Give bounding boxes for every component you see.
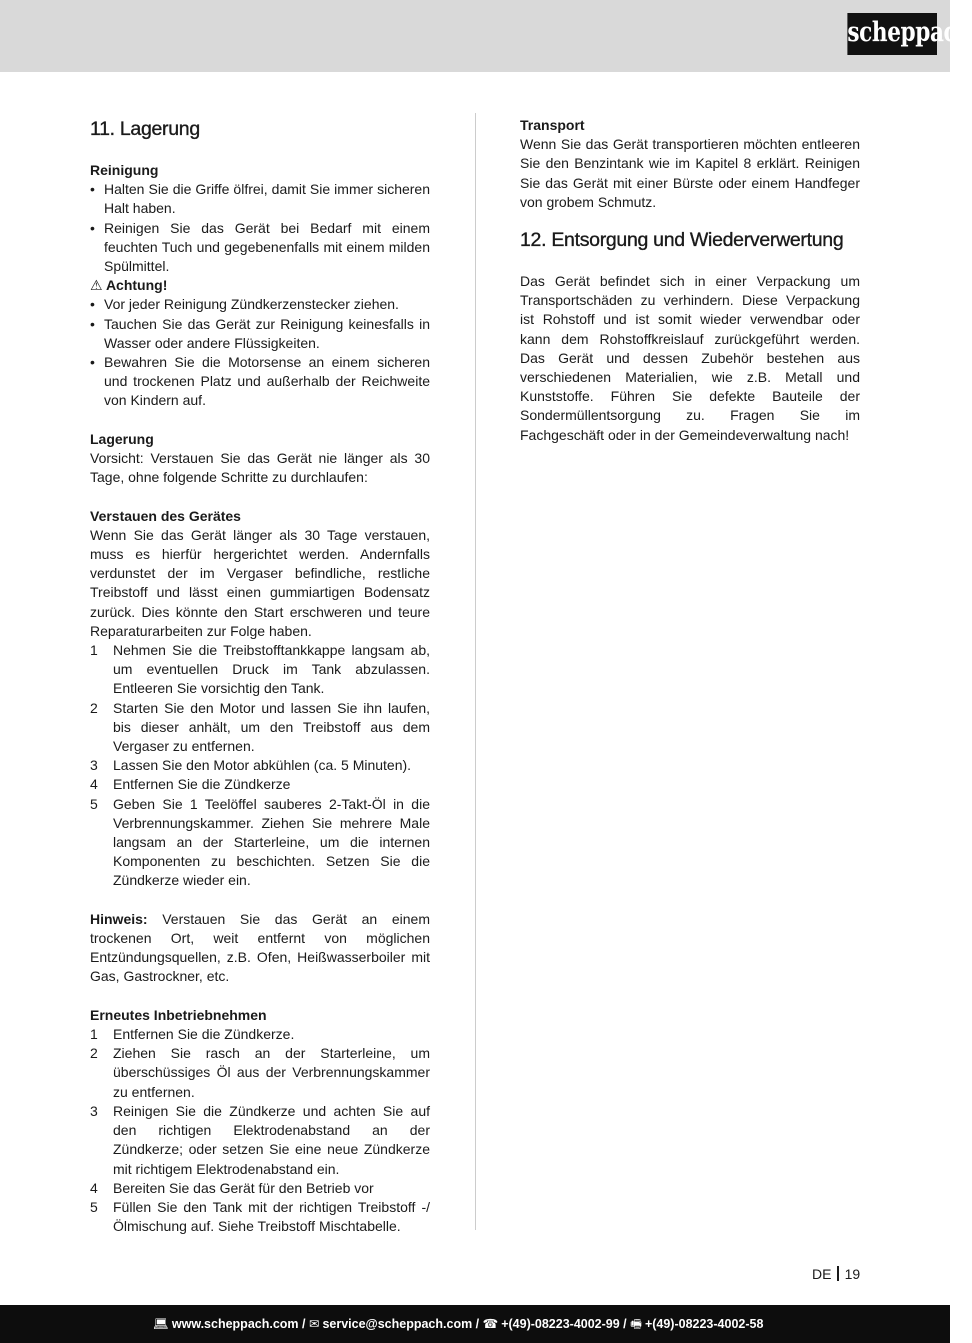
fax-icon: 🖷︎ [630, 1317, 642, 1331]
verstauen-text: Wenn Sie das Gerät länger als 30 Tage verstauen, muss es hierfür hergerichtet werden. Andernfalls verdunstet der im Vergaser befindliche, restliche Treibstoff und lässt einen gummiartigen Bodensatz zurück. Dies könnte den Start erschweren und teure Reparaturarbeiten zur Folge haben. [90, 526, 430, 639]
erneutes-heading: Erneutes Inbetriebnehmen [90, 1006, 267, 1023]
footer-phone: +(49)-08223-4002-99 [501, 1317, 620, 1331]
list-item: • Reinigen Sie das Gerät bei Bedarf mit einem feuchten Tuch und gegebenenfalls mit einem milden Spülmittel. [90, 219, 430, 277]
entsorgung-text: Das Gerät befindet sich in einer Verpackung um Transportschäden zu verhindern. Diese Verpackung ist Rohstoff und ist somit wieder verwendbar oder kann dem Rohstoffkreislauf zurückgeführt werden. Das Gerät und dessen Zubehör bestehen aus verschiedenen Materialien, wie z.B. Metall und Kunststoffe. Führen Sie defekte Bauteile der Sondermüllentsorgung zu. Fragen Sie im Fachgeschäft oder in der Gemeindeverwaltung nach! [520, 273, 860, 443]
header-band [0, 0, 950, 72]
warning-icon: ⚠ [90, 277, 103, 294]
transport-heading: Transport [520, 117, 585, 133]
mail-icon: ✉︎ [308, 1317, 320, 1331]
list-item: 1 Entfernen Sie die Zündkerze. [90, 1026, 295, 1043]
section-11-title: 11. Lagerung [90, 118, 200, 140]
list-item: 2 Starten Sie den Motor und lassen Sie ihn laufen, bis dieser anhält, um den Treibstoff aus dem Vergaser zu entfernen. [90, 699, 430, 755]
list-item: 4 Bereiten Sie das Gerät für den Betrieb vor [90, 1179, 374, 1196]
section-12-title: 12. Entsorgung und Wiederverwertung [520, 229, 844, 252]
verstauen-heading: Verstauen des Gerätes [90, 507, 241, 524]
scheppach-logo: scheppach [847, 13, 937, 55]
reinigung-heading: Reinigung [90, 162, 159, 178]
footer-mail[interactable]: service@scheppach.com [322, 1317, 473, 1331]
footer-bar: 💻︎ www.scheppach.com / ✉︎ service@scheppach.com / ☎ +(49)-08223-4002-99 / 🖷︎ +(49)-08223-4002-58 [0, 1305, 950, 1343]
list-item: • Halten Sie die Griffe ölfrei, damit Sie immer sicheren Halt haben. [90, 180, 430, 218]
right-column [520, 116, 860, 445]
list-item: 4 Entfernen Sie die Zündkerze [90, 776, 291, 793]
list-item: 2 Ziehen Sie rasch an der Starterleine, um überschüssiges Öl aus der Verbrennungskammer zu entfernen. [90, 1045, 430, 1100]
phone-icon: ☎ [482, 1317, 499, 1331]
list-item: 5 Füllen Sie den Tank mit der richtigen Treibstoff -/ Ölmischung auf. Siehe Treibstoff Mischtabelle. [90, 1198, 430, 1235]
erneutes-steps [90, 1025, 430, 1236]
list-item: 3 Lassen Sie den Motor abkühlen (ca. 5 Minuten). [90, 757, 412, 774]
computer-icon: 💻︎ [153, 1317, 169, 1331]
footer-web[interactable]: www.scheppach.com [171, 1317, 299, 1331]
page-number: DE 19 [812, 1266, 861, 1282]
lagerung-text: Vorsicht: Verstauen Sie das Gerät nie länger als 30 Tage, ohne folgende Schritte zu durchlaufen: [90, 450, 430, 486]
warning-label: Achtung! [105, 277, 168, 294]
transport-text: Wenn Sie das Gerät transportieren möchten entleeren Sie den Benzintank wie im Kapitel 8 erklärt. Reinigen Sie das Gerät mit einer Bürste oder einem Handfeger von grobem Schmutz. [520, 136, 860, 210]
list-item: 5 Geben Sie 1 Teelöffel sauberes 2-Takt-Öl in die Verbrennungskammer. Ziehen Sie mehrere Male langsam an der Starterleine, um die internen Komponenten zu beschichten. Setzen Sie die Zündkerze wieder ein. [90, 795, 430, 889]
warning-list [90, 295, 430, 410]
verstauen-steps [90, 641, 430, 891]
list-item: • Bewahren Sie die Motorsense an einem sicheren und trockenen Platz und außerhalb der Reichweite von Kindern auf. [90, 353, 430, 411]
reinigung-list [90, 180, 430, 276]
list-item: • Vor jeder Reinigung Zündkerzenstecker ziehen. [90, 295, 430, 314]
list-item: 3 Reinigen Sie die Zündkerze und achten Sie auf den richtigen Elektrodenabstand an der Zündkerze; oder setzen Sie eine neue Zündkerze mit richtigem Elektrodenabstand ein. [90, 1102, 430, 1177]
list-item: 1 Nehmen Sie die Treibstofftankkappe langsam ab, um eventuellen Druck im Tank abzulassen. Entleeren Sie vorsichtig den Tank. [90, 642, 430, 697]
list-item: • Tauchen Sie das Gerät zur Reinigung keinesfalls in Wasser oder andere Flüssigkeiten. [90, 315, 430, 353]
footer-fax: +(49)-08223-4002-58 [644, 1317, 764, 1331]
left-column [90, 116, 430, 1236]
lagerung-heading: Lagerung [90, 430, 154, 447]
warning-line [90, 276, 430, 295]
column-divider [475, 113, 476, 1230]
hinweis-text: Hinweis: Verstauen Sie das Gerät an einem trockenen Ort, weit entfernt von möglichen Entzündungsquellen, z.B. Ofen, Heißwasserboiler mit Gas, Gastrockner, etc. [90, 910, 430, 985]
